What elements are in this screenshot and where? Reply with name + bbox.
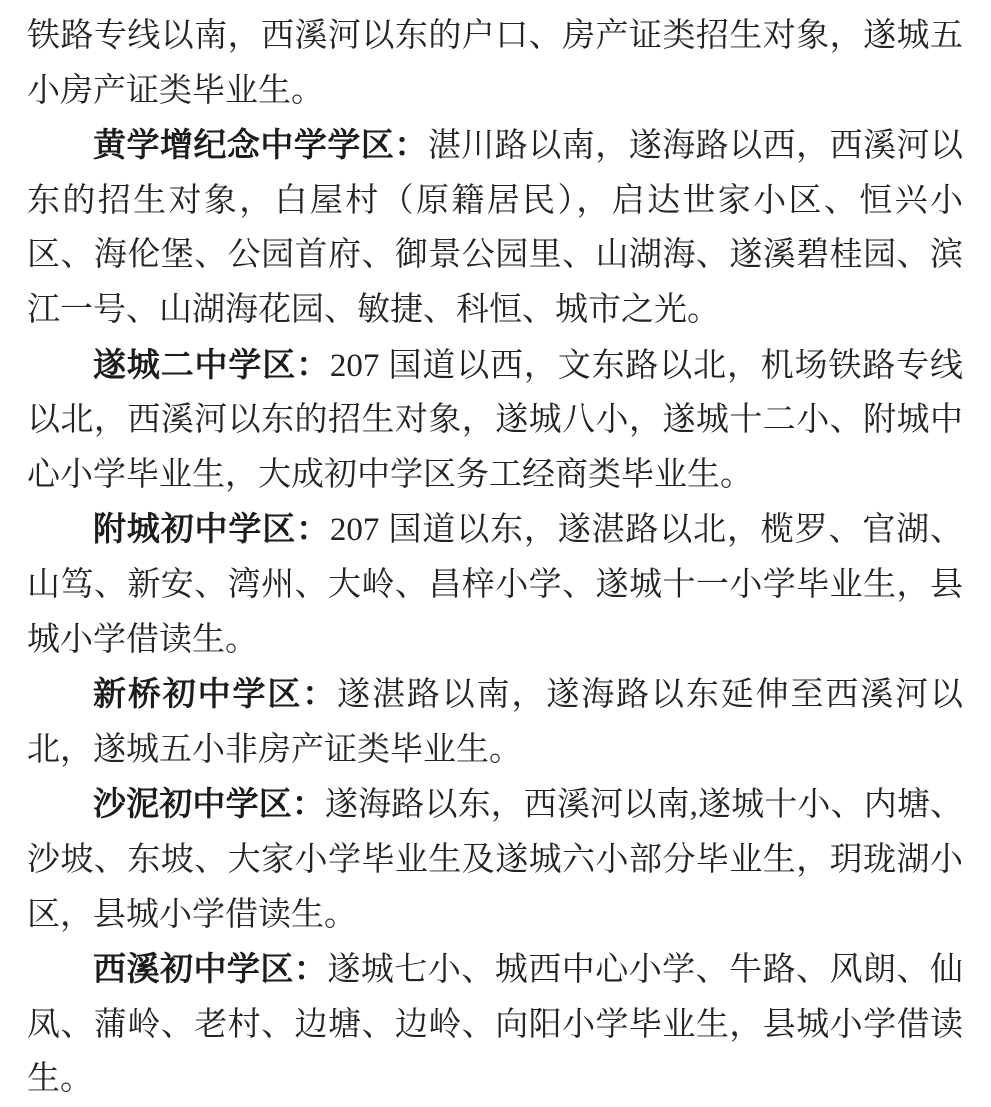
district-name: 新桥初中学区：	[93, 675, 338, 713]
paragraph	[27, 777, 963, 942]
paragraph	[27, 942, 963, 1107]
paragraph	[27, 502, 963, 667]
district-name: 西溪初中学区：	[93, 950, 328, 988]
paragraph	[27, 118, 963, 337]
paragraph-text: 遂海路以东，西溪河以南,遂城十小、内塘、沙坡、东坡、大家小学毕业生及遂城六小部分毕业生，玥珑湖小区，县城小学借读生。	[27, 787, 964, 933]
district-name: 黄学增纪念中学学区：	[93, 126, 428, 164]
paragraph-text: 铁路专线以南，西溪河以东的户口、房产证类招生对象，遂城五小房产证类毕业生。	[27, 18, 963, 109]
paragraph-text: 遂城七小、城西中心小学、牛路、风朗、仙凤、蒲岭、老村、边塘、边岭、向阳小学毕业生，县城小学借读生。	[27, 952, 964, 1098]
district-name: 遂城二中学区：	[93, 345, 330, 383]
paragraph-text: 遂湛路以南，遂海路以东延伸至西溪河以北，遂城五小非房产证类毕业生。	[27, 677, 963, 768]
paragraph	[27, 667, 963, 777]
paragraph-text: 湛川路以南，遂海路以西，西溪河以东的招生对象，白屋村（原籍居民），启达世家小区、恒兴小区、海伦堡、公园首府、御景公园里、山湖海、遂溪碧桂园、滨江一号、山湖海花园、敏捷、科恒、城市之光。	[27, 128, 964, 328]
paragraph-text: 207 国道以西，文东路以北，机场铁路专线以北，西溪河以东的招生对象，遂城八小，遂城十二小、附城中心小学毕业生，大成初中学区务工经商类毕业生。	[27, 347, 963, 493]
paragraph	[27, 338, 963, 503]
district-name: 沙泥初中学区：	[93, 785, 326, 823]
paragraph	[27, 9, 963, 118]
paragraph-text: 207 国道以东，遂湛路以北，榄罗、官湖、山笃、新安、湾州、大岭、昌梓小学、遂城十一小学毕业生，县城小学借读生。	[27, 512, 963, 658]
district-name: 附城初中学区：	[93, 510, 330, 548]
